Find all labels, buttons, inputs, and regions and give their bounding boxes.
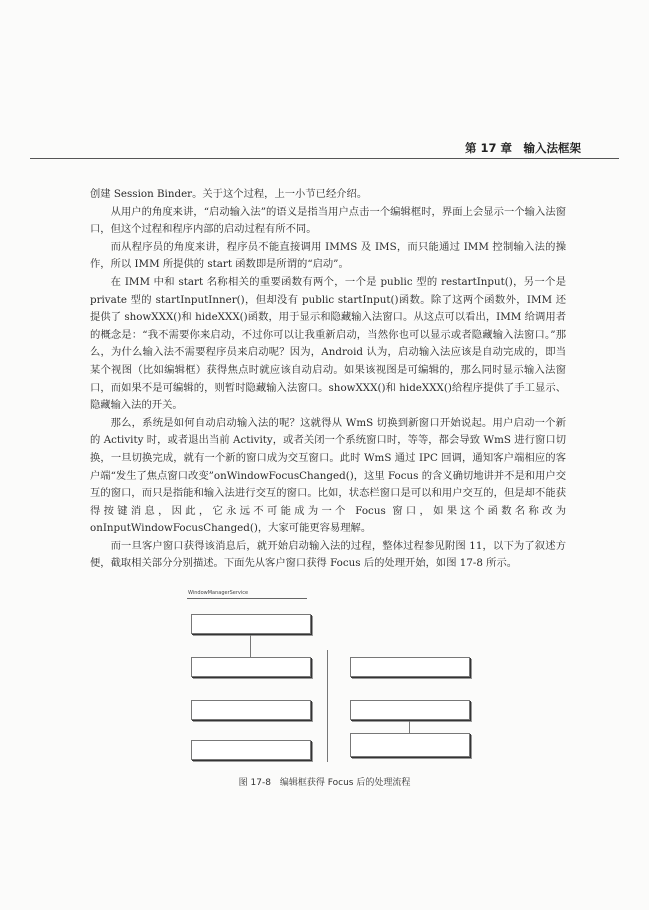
flow-box [350,700,470,720]
connector-line [409,721,410,733]
paragraph: 创建 Session Binder。关于这个过程，上一小节已经介绍。 [90,188,368,200]
figure-frame-label: WindowManagerService [188,590,249,596]
flow-box [191,657,311,677]
body-text [90,186,566,573]
chapter-title: 第 17 章 输入法框架 [464,141,581,155]
figure-17-8 [185,590,485,766]
flow-box [191,740,311,760]
figure-caption: 图 17-8 编辑框获得 Focus 后的处理流程 [238,778,411,788]
paragraph: 在 IMM 中和 start 名称相关的重要函数有两个，一个是 public 型的 restartInput()，另一个是 private 型的 startInputInner()，但却没有 public startInput()函数。除了这两个函数外，IMM 还提供了 showXXX()和 hideXXX()函数，用于显示和隐藏输入法窗口。从这点可以看出，IMM 给调用者的概念是：“我不需要你来启动，不过你可以让我重新启动，当然你也可以显示或者隐藏输入法窗口。”那么，为什么输入法不需要程序员来启动呢？因为，Android 认为，启动输入法应该是自动完成的，即当某个视图（比如编辑框）获得焦点时就应该自动启动。如果该视图是可编辑的，那么同时显示输入法窗口，而如果不是可编辑的，则暂时隐藏输入法窗口。showXXX()和 hideXXX()给程序提供了手工显示、隐藏输入法的开关。 [90,275,566,412]
paragraph: 那么，系统是如何自动启动输入法的呢？这就得从 WmS 切换到新窗口开始说起。用户启动一个新的 Activity 时，或者退出当前 Activity，或者关闭一个系统窗口时，等等，都会导致 WmS 进行窗口切换，一旦切换完成，就有一个新的窗口成为交互窗口。此时 WmS 通过 IPC 回调，通知客户端相应的客户端“发生了焦点窗口改变”onWindowFocusChanged()，这里 Focus 的含义确切地讲并不是和用户交互的窗口，而只是指能和输入法进行交互的窗口。比如，状态栏窗口是可以和用户交互的，但是却不能获得按键消息，因此，它永远不可能成为一个 Focus 窗口，如果这个函数名称改为 onInputWindowFocusChanged()，大家可能更容易理解。 [90,416,566,535]
flow-box [191,614,311,634]
chapter-header [30,138,619,159]
paragraph: 而一旦客户窗口获得该消息后，就开始启动输入法的过程，整体过程参见附图 11，以下为了叙述方便，截取相关部分分别描述。下面先从客户窗口获得 Focus 后的处理开始，如图 17-8 所示。 [90,539,566,570]
connector-line [250,635,251,657]
flow-box [191,700,311,720]
figure-frame-line [187,598,307,600]
paragraph: 而从程序员的角度来讲，程序员不能直接调用 IMMS 及 IMS，而只能通过 IMM 控制输入法的操作，所以 IMM 所提供的 start 函数即是所谓的“启动”。 [90,240,566,271]
paragraph: 从用户的角度来讲，“启动输入法”的语义是指当用户点击一个编辑框时，界面上会显示一个输入法窗口，但这个过程和程序内部的启动过程有所不同。 [90,205,566,236]
flow-box [350,733,470,757]
flow-box [350,657,470,677]
column-divider [327,650,328,762]
